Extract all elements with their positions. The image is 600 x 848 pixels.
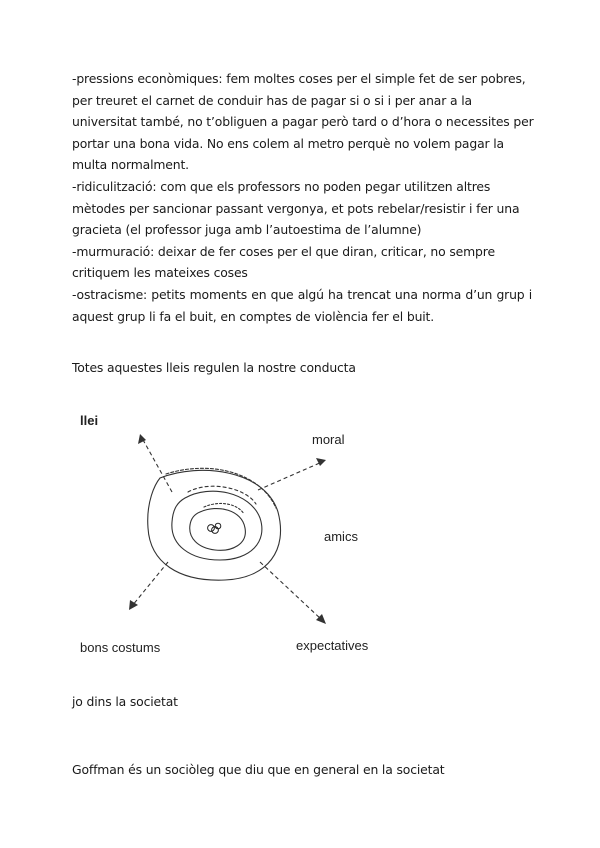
text-line: mètodes per sancionar passant vergonya, et pots rebelar/resistir i fer una (72, 200, 520, 216)
outer-circle (148, 470, 281, 580)
label-moral: moral (312, 432, 345, 447)
text-line: -murmuració: deixar de fer coses per el que diran, criticar, no sempre (72, 243, 495, 259)
middle-circle-dashes (188, 486, 256, 504)
text-line: Goffman és un sociòleg que diu que en general en la societat (72, 762, 445, 777)
text-line: multa normalment. (72, 157, 189, 173)
diagram-caption (72, 691, 532, 713)
label-expectatives: expectatives (296, 638, 369, 653)
paragraph-laws-regulate-conduct (72, 357, 532, 379)
text-line: -pressions econòmiques: fem moltes coses per el simple fet de ser pobres, (72, 71, 526, 86)
text-line: -ostracisme: petits moments en que algú ha trencat una norma d’un grup i (72, 286, 532, 302)
paragraph-goffman (72, 759, 532, 781)
text-line: universitat també, no t’obliguen a pagar però tard o d’hora o necessites per (72, 114, 534, 130)
jo-figure (208, 523, 221, 533)
text-line: per treuret el carnet de conduir has de pagar si o si i per anar a la (72, 92, 472, 108)
inner-circle (190, 509, 246, 551)
arrow-line-bons-costums (132, 562, 168, 606)
label-amics: amics (324, 529, 358, 544)
arrowhead-moral (316, 458, 326, 466)
arrow-line-expectatives (260, 562, 322, 620)
paragraph-social-sanctions (72, 68, 532, 327)
arrowhead-bons-costums (129, 600, 138, 610)
society-diagram (60, 400, 460, 670)
text-line: -ridiculització: com que els professors no poden pegar utilitzen altres (72, 178, 491, 194)
label-bons-costums: bons costums (80, 640, 161, 655)
text-line: gracieta (el professor juga amb l’autoestima de l’alumne) (72, 222, 422, 238)
text-line: aquest grup li fa el buit, en comptes de violència fer el buit. (72, 308, 435, 324)
arrow-line-moral (258, 462, 322, 490)
text-line: portar una bona vida. No ens colem al metro perquè no volem pagar la (72, 135, 504, 151)
label-llei: llei (80, 413, 99, 428)
text-line: jo dins la societat (72, 694, 178, 709)
text-line: Totes aquestes lleis regulen la nostre conducta (72, 360, 356, 375)
outer-circle-stroke2 (166, 468, 276, 508)
arrow-line-llei (142, 438, 172, 492)
text-line: critiquem les mateixes coses (72, 265, 248, 281)
